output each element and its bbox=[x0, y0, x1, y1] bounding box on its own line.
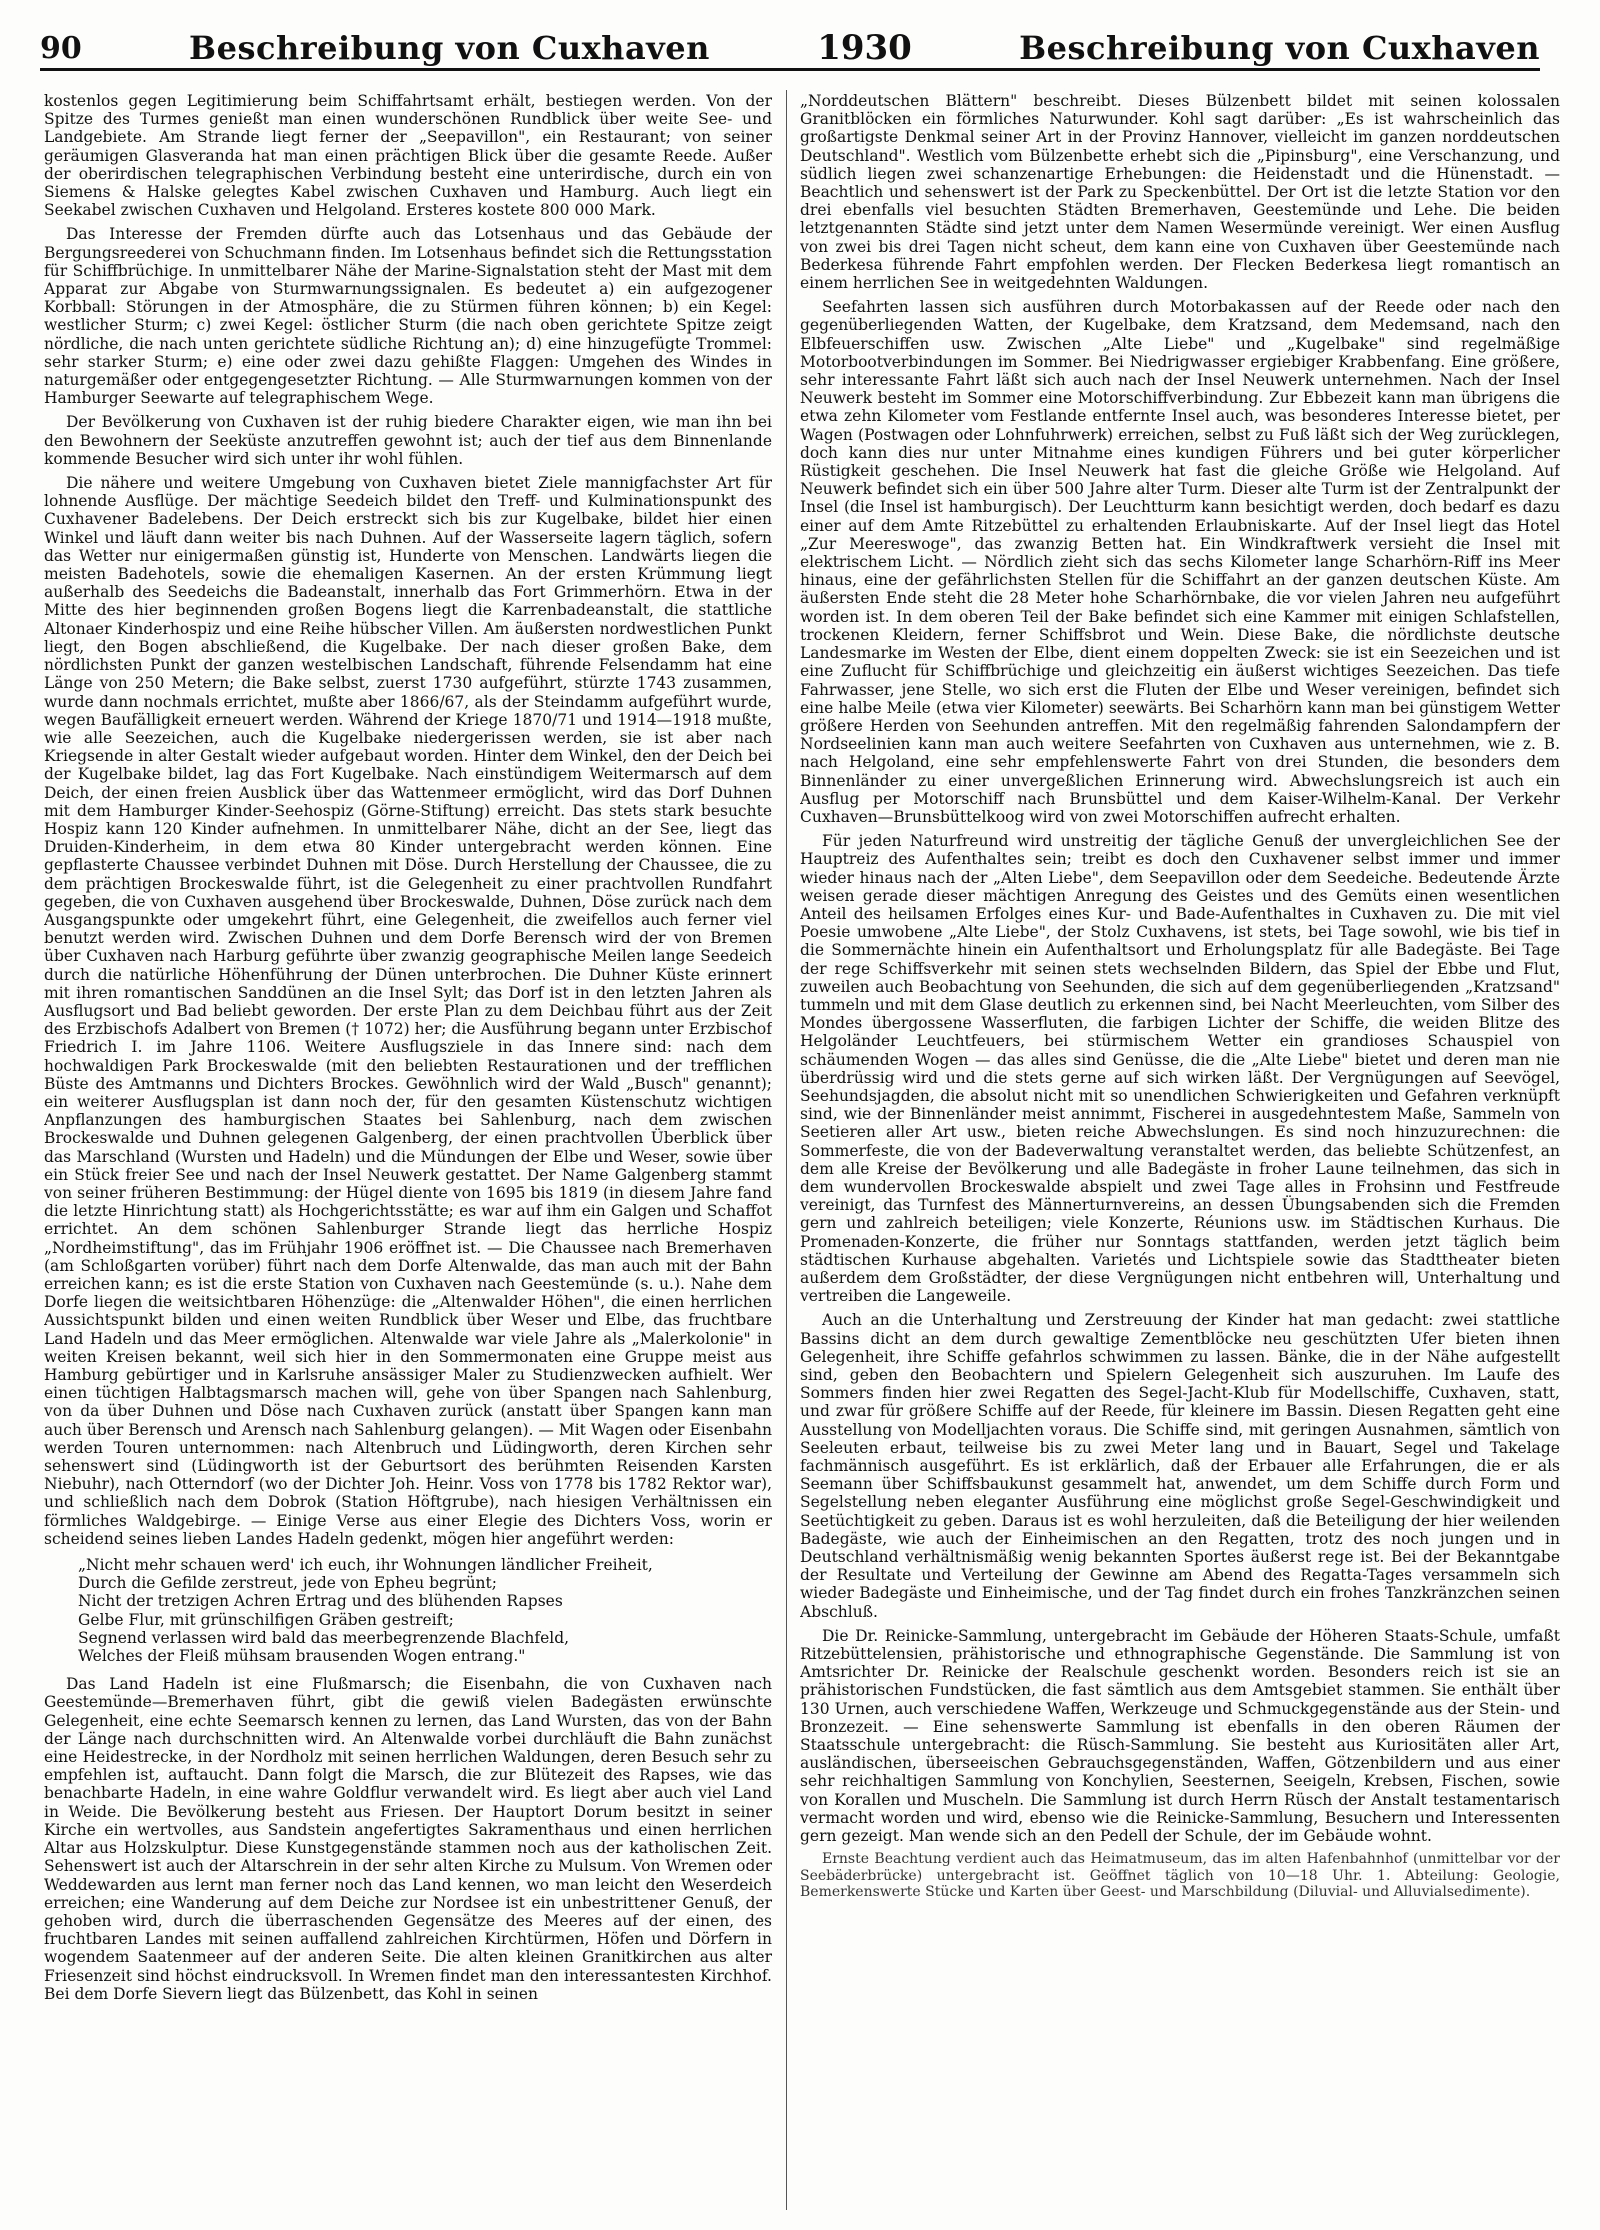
paragraph: Das Interesse der Fremden dürfte auch das Lotsenhaus und das Gebäude der Bergungsreederei von Schuchmann finden. Im Lotsenhaus befindet sich die Rettungsstation für Schiffbrüchige. In unmittelbarer Nähe der Marine-Signalstation steht der Mast mit dem Apparat zur Abgabe von Sturmwarnungssignalen. Es bedeutet a) ein aufgezogener Korbball: Störungen in der Atmosphäre, die zu Stürmen führen können; b) ein Kegel: westlicher Sturm; c) zwei Kegel: östlicher Sturm (die nach oben gerichtete Spitze zeigt nördliche, die nach unten gerichtete südliche Richtung an); d) eine hinzugefügte Trommel: sehr starker Sturm; e) eine oder zwei dazu gehißte Flaggen: Umgehen des Windes in naturgemäßer oder entgegengesetzter Richtung. — Alle Sturmwarnungen kommen von der Hamburger Seewarte auf telegraphischem Wege. bbox=[44, 225, 772, 408]
right-column bbox=[800, 92, 1560, 2210]
poem-line: Nicht der tretzigen Achren Ertrag und des blühenden Rapses bbox=[78, 1592, 563, 1611]
paragraph: Seefahrten lassen sich ausführen durch Motorbakassen auf der Reede oder nach den gegenüberliegenden Watten, der Kugelbake, dem Kratzsand, dem Medemsand, nach den Elbfeuerschiffen usw. Zwischen „Alte Liebe" und „Kugelbake" sind regelmäßige Motorbootverbindungen im Sommer. Bei Niedrigwasser ergiebiger Krabbenfang. Eine größere, sehr interessante Fahrt läßt sich auch nach der Insel Neuwerk unternehmen. Nach der Insel Neuwerk besteht im Sommer eine Motorschiffverbindung. Zur Ebbezeit kann man übrigens die etwa zehn Kilometer vom Festlande entfernte Insel auch, was besonderes Interesse bietet, per Wagen (Postwagen oder Lohnfuhrwerk) erreichen, selbst zu Fuß läßt sich der Weg zurücklegen, doch kann dies nur unter Mitnahme eines kundigen Führers und bei guter körperlicher Rüstigkeit geschehen. Die Insel Neuwerk hat fast die gleiche Größe wie Helgoland. Auf Neuwerk befindet sich ein über 500 Jahre alter Turm. Dieser alte Turm ist der Zentralpunkt der Insel (die Insel ist hamburgisch). Der Leuchtturm kann besichtigt werden, doch bedarf es dazu einer auf dem Amte Ritzebüttel zu erhaltenden Erlaubniskarte. Auf der Insel liegt das Hotel „Zur Meereswoge", das zwanzig Betten hat. Ein Windkraftwerk versieht die Insel mit elektrischem Licht. — Nördlich zieht sich das sechs Kilometer lange Scharhörn-Riff ins Meer hinaus, eine der gefährlichsten Stellen für die Schiffahrt an der ganzen deutschen Küste. Am äußersten Ende steht die 28 Meter hohe Scharhörnbake, die vor vielen Jahren neu aufgeführt worden ist. In dem oberen Teil der Bake befindet sich eine Kammer mit einigen Schlafstellen, trockenen Kleidern, ferner Schiffsbrot und Wein. Diese Bake, die nördlichste deutsche Landesmarke im Westen der Elbe, dient einem doppelten Zweck: sie ist ein Seezeichen und ist eine Zuflucht für Schiffbrüchige und gleichzeitig ein äußerst wichtiges Seezeichen. Das tiefe Fahrwasser, jene Stelle, wo sich erst die Fluten der Elbe und Weser vereinigen, befindet sich eine halbe Meile (etwa vier Kilometer) seewärts. Bei Scharhörn kann man bei günstigem Wetter größere Herden von Seehunden antreffen. Mit den regelmäßig fahrenden Salondampfern der Nordseelinien kann man auch weitere Seefahrten von Cuxhaven aus unternehmen, wie z. B. nach Helgoland, eine sehr empfehlenswerte Fahrt von drei Stunden, die besonders dem Binnenländer zu einer unvergeßlichen Erinnerung wird. Abwechslungsreich ist auch ein Ausflug per Motorschiff nach Brunsbüttel und dem Kaiser-Wilhelm-Kanal. Der Verkehr Cuxhaven—Brunsbüttelkoog wird von zwei Motorschiffen aufrecht erhalten. bbox=[800, 298, 1560, 826]
paragraph: Die Dr. Reinicke-Sammlung, untergebracht im Gebäude der Höheren Staats-Schule, umfaßt Ritzebüttelensien, prähistorische und ethnographische Gegenstände. Die Sammlung ist von Amtsrichter Dr. Reinicke der Realschule geschenkt worden. Besonders reich ist sie an prähistorischen Fundstücken, die fast sämtlich aus dem Amtsgebiet stammen. Sie enthält über 130 Urnen, auch verschiedene Waffen, Werkzeuge und Schmuckgegenstände aus der Stein- und Bronzezeit. — Eine sehenswerte Sammlung ist ebenfalls in den oberen Räumen der Staatsschule untergebracht: die Rüsch-Sammlung. Sie besteht aus Kuriositäten aller Art, ausländischen, überseeischen Gebrauchsgegenständen, Waffen, Götzenbildern und aus einer sehr reichhaltigen Sammlung von Konchylien, Seesternen, Seeigeln, Krebsen, Fischen, sowie von Korallen und Muscheln. Die Sammlung ist durch Herrn Rüsch der Anstalt testamentarisch vermacht worden und wird, ebenso wie die Reinicke-Sammlung, Besuchern und Interessenten gern gezeigt. Man wende sich an den Pedell der Schule, der im Gebäude wohnt. bbox=[800, 1626, 1560, 1846]
poem-line: Welches der Fleiß mühsam brausenden Wogen entrang." bbox=[78, 1647, 526, 1666]
page-header bbox=[40, 28, 1540, 71]
poem-line: „Nicht mehr schauen werd' ich euch, ihr Wohnungen ländlicher Freiheit, bbox=[78, 1556, 653, 1575]
column-divider bbox=[786, 90, 787, 2210]
poem-line: Gelbe Flur, mit grünschilfigen Gräben gestreift; bbox=[78, 1610, 454, 1629]
page-number: 90 bbox=[40, 30, 82, 66]
header-year: 1930 bbox=[817, 28, 912, 68]
left-column bbox=[44, 92, 772, 2210]
paragraph: Ernste Beachtung verdient auch das Heimatmuseum, das im alten Hafenbahnhof (unmittelbar vor der Seebäderbrücke) untergebracht ist. Geöffnet täglich von 10—18 Uhr. 1. Abteilung: Geologie, Bemerkenswerte Stücke und Karten über Geest- und Marschbildung (Diluvial- und Alluvialsedimente). bbox=[800, 1851, 1560, 1901]
header-title-left: Beschreibung von Cuxhaven bbox=[189, 29, 710, 67]
poem bbox=[78, 1556, 772, 1665]
paragraph: kostenlos gegen Legitimierung beim Schiffahrtsamt erhält, bestiegen werden. Von der Spitze des Turmes genießt man einen wunderschönen Rundblick über weite See- und Landgebiete. Am Strande liegt ferner der „Seepavillon", ein Restaurant; von seiner geräumigen Glasveranda hat man einen prächtigen Blick über die gesamte Reede. Außer der oberirdischen telegraphischen Verbindung besteht eine unterirdische, durch ein von Siemens & Halske gelegtes Kabel zwischen Cuxhaven und Hamburg. Auch liegt ein Seekabel zwischen Cuxhaven und Helgoland. Ersteres kostete 800 000 Mark. bbox=[44, 92, 772, 220]
paragraph: Für jeden Naturfreund wird unstreitig der tägliche Genuß der unvergleichlichen See der Hauptreiz des Aufenthaltes sein; treibt es doch den Cuxhavener selbst immer und immer wieder hinaus nach der „Alten Liebe", dem Seepavillon oder dem Seedeiche. Bedeutende Ärzte weisen gerade dieser mächtigen Anregung des Geistes und des Gemüts einen wesentlichen Anteil des heilsamen Erfolges eines Kur- und Bade-Aufenthaltes in Cuxhaven zu. Die mit viel Poesie umwobene „Alte Liebe", der Stolz Cuxhavens, ist stets, bei Tage sowohl, wie bis tief in die Sommernächte hinein ein Aufenthaltsort und Erholungsplatz für alle Badegäste. Bei Tage der rege Schiffsverkehr mit seinen stets wechselnden Bildern, das Spiel der Ebbe und Flut, zuweilen auch Beobachtung von Seehunden, die sich auf dem gegenüberliegenden „Kratzsand" tummeln und mit dem Glase deutlich zu erkennen sind, bei Nacht Meerleuchten, vom Silber des Mondes übergossene Wasserfluten, die farbigen Lichter der Schiffe, die weiden Blitze des Helgoländer Leuchtfeuers, bei stürmischem Wetter ein grandioses Schauspiel von schäumenden Wogen — das alles sind Genüsse, die die „Alte Liebe" bietet und deren man nie überdrüssig wird und die stets gerne auf sich wirken läßt. Der Vergnügungen auf Seevögel, Seehundsjagden, die absolut nicht mit so unendlichen Schwierigkeiten und Gefahren verknüpft sind, wie der Binnenländer meist annimmt, Fischerei in ausgedehntestem Maße, Sammeln von Seetieren aller Art usw., bieten reiche Abwechslungen. Es sind noch hinzuzurechnen: die Sommerfeste, die von der Badeverwaltung veranstaltet werden, das beliebte Schützenfest, an dem alle Kreise der Bevölkerung und alle Badegäste in froher Laune teilnehmen, das sich in dem wundervollen Brockeswalde abspielt und zwei Tage alles in Frohsinn und Festfreude vereinigt, das Turnfest des Männerturnvereins, an dessen Übungsabenden sich die Fremden gern und zahlreich beteiligen; viele Konzerte, Réunions usw. im Städtischen Kurhaus. Die Promenaden-Konzerte, die früher nur Sonntags stattfanden, werden jetzt täglich beim städtischen Kurhause abgehalten. Varietés und Lichtspiele sowie das Stadttheater bieten außerdem dem Großstädter, der diese Vergnügungen nicht entbehren will, Unterhaltung und vertreiben die Langeweile. bbox=[800, 832, 1560, 1306]
paragraph: Die nähere und weitere Umgebung von Cuxhaven bietet Ziele mannigfachster Art für lohnende Ausflüge. Der mächtige Seedeich bildet den Treff- und Kulminationspunkt des Cuxhavener Badelebens. Der Deich erstreckt sich bis zur Kugelbake, bildet hier einen Winkel und läuft dann weiter bis nach Duhnen. Auf der Wasserseite lagern täglich, sofern das Wetter nur einigermaßen günstig ist, Hunderte von Menschen. Landwärts liegen die meisten Badehotels, sowie die ehemaligen Kasernen. An der ersten Krümmung liegt außerhalb des Seedeichs die Badeanstalt, innerhalb das Fort Grimmerhörn. Etwa in der Mitte des hier beginnenden großen Bogens liegt die Karrenbadeanstalt, die stattliche Altonaer Kinderhospiz und eine Reihe hübscher Villen. Am äußersten nordwestlichen Punkt liegt, den Bogen abschließend, die Kugelbake. Der nach dieser großen Bake, dem nördlichsten Punkt der ganzen westelbischen Landschaft, führende Felsendamm hat eine Länge von 250 Metern; die Bake selbst, zuerst 1730 aufgeführt, stürzte 1743 zusammen, wurde dann nochmals errichtet, mußte aber 1866/67, als der Steindamm aufgeführt wurde, wegen Baufälligkeit erneuert werden. Während der Kriege 1870/71 und 1914—1918 mußte, wie alle Seezeichen, auch die Kugelbake niedergerissen werden, sie ist aber nach Kriegsende in alter Gestalt wieder aufgebaut worden. Hinter dem Winkel, den der Deich bei der Kugelbake bildet, lag das Fort Kugelbake. Nach einstündigem Weitermarsch auf dem Deich, der einen freien Ausblick über das Wattenmeer ermöglicht, wird das Dorf Duhnen mit dem Hamburger Kinder-Seehospiz (Görne-Stiftung) erreicht. Das stets stark besuchte Hospiz kann 120 Kinder aufnehmen. In unmittelbarer Nähe, dicht an der See, liegt das Druiden-Kinderheim, in dem etwa 80 Kinder untergebracht werden können. Eine gepflasterte Chaussee verbindet Duhnen mit Döse. Durch Herstellung der Chaussee, die zu dem prächtigen Brockeswalde führt, ist die Gelegenheit zu einer prachtvollen Rundfahrt gegeben, die von Cuxhaven ausgehend über Brockeswalde, Duhnen, Döse zurück nach dem Ausgangspunkte oder umgekehrt führt, eine Gelegenheit, die zweifellos auch ferner viel benutzt werden wird. Zwischen Duhnen und dem Dorfe Berensch wird der von Bremen über Cuxhaven nach Harburg geführte über zwanzig geographische Meilen lange Seedeich durch die natürliche Höhenführung der Dünen unterbrochen. Die Duhner Küste erinnert mit ihren romantischen Sanddünen an die Insel Sylt; das Dorf ist in den letzten Jahren als Ausflugsort und Bad beliebt geworden. Der erste Plan zu dem Deichbau führt aus der Zeit des Erzbischofs Adalbert von Bremen († 1072) her; die Ausführung begann unter Erzbischof Friedrich I. im Jahre 1106. Weitere Ausflugsziele in das Innere sind: nach dem hochwaldigen Park Brockeswalde (mit den beliebten Restaurationen und der trefflichen Büste des Amtmanns und Dichters Brockes. Gewöhnlich wird der Wald „Busch" genannt); ein weiterer Ausflugsplan ist dann noch der, für den gesamten Küstenschutz wichtigen Anpflanzungen des hamburgischen Staates bei Sahlenburg, nach dem zwischen Brockeswalde und Duhnen gelegenen Galgenberg, der einen prachtvollen Überblick über das Marschland (Wursten und Hadeln) und die Mündungen der Elbe und Weser, sowie über ein Stück freier See und nach der Insel Neuwerk gestattet. Der Name Galgenberg stammt von seiner früheren Bestimmung: der Hügel diente von 1695 bis 1819 (in diesem Jahre fand die letzte Hinrichtung statt) als Hochgerichtsstätte; es war auf ihm ein Galgen und Schaffot errichtet. An dem schönen Sahlenburger Strande liegt das herrliche Hospiz „Nordheimstiftung", das im Frühjahr 1906 eröffnet ist. — Die Chaussee nach Bremerhaven (am Schloßgarten vorüber) führt nach dem Dorfe Altenwalde, das man auch mit der Bahn erreichen kann; es ist die erste Station von Cuxhaven nach Geestemünde (s. u.). Nahe dem Dorfe liegen die weitsichtbaren Höhenzüge: die „Altenwalder Höhen", die einen herrlichen Aussichtspunkt bilden und einen weiten Rundblick über Weser und Elbe, das fruchtbare Land Hadeln und das Meer ermöglichen. Altenwalde war viele Jahre als „Malerkolonie" in weiten Kreisen bekannt, weil sich hier in den Sommermonaten eine Gruppe meist aus Hamburg gebürtiger und in Karlsruhe ansässiger Maler zu Studienzwecken aufhielt. Wer einen tüchtigen Halbtagsmarsch machen will, gehe von über Spangen nach Sahlenburg, von da über Duhnen und Döse nach Cuxhaven zurück (anstatt über Spangen kann man auch über Berensch und Arensch nach Sahlenburg gelangen). — Mit Wagen oder Eisenbahn werden Touren unternommen: nach Altenbruch und Lüdingworth, deren Kirchen sehr sehenswert sind (Lüdingworth ist der Geburtsort des berühmten Reisenden Karsten Niebuhr), nach Otterndorf (wo der Dichter Joh. Heinr. Voss von 1778 bis 1782 Rektor war), und schließlich nach dem Dobrok (Station Höftgrube), nach hiesigen Verhältnissen ein förmliches Waldgebirge. — Einige Verse aus einer Elegie des Dichters Voss, worin er scheidend seines lieben Landes Hadeln gedenkt, mögen hier angeführt werden: bbox=[44, 474, 772, 1548]
paragraph: Das Land Hadeln ist eine Flußmarsch; die Eisenbahn, die von Cuxhaven nach Geestemünde—Bremerhaven führt, gibt die gewiß vielen Badegästen erwünschte Gelegenheit, eine echte Seemarsch kennen zu lernen, das Land Wursten, das von der Bahn der Länge nach durchschnitten wird. An Altenwalde vorbei durchläuft die Bahn zunächst eine Heidestrecke, in der Nordholz mit seinen herrlichen Waldungen, deren Besuch sehr zu empfehlen ist, auftaucht. Dann folgt die Marsch, die zur Blütezeit des Rapses, wie das benachbarte Hadeln, in eine wahre Goldflur verwandelt wird. Es liegt aber auch viel Land in Weide. Die Bevölkerung besteht aus Friesen. Der Hauptort Dorum besitzt in seiner Kirche ein wertvolles, aus Sandstein angefertigtes Sakramenthaus und einen herrlichen Altar aus Holzskulptur. Diese Kunstgegenstände stammen noch aus der katholischen Zeit. Sehenswert ist auch der Altarschrein in der sehr alten Kirche zu Mulsum. Von Wremen oder Weddewarden aus lernt man ferner noch das Land kennen, wo man leicht den Weserdeich erreichen; eine Wanderung auf dem Deiche zur Nordsee ist ein unbestrittener Genuß, der gehoben wird, durch die überraschenden Gegensätze des Meeres auf der einen, des fruchtbaren Landes mit seinen auffallend zahlreichen Kirchtürmen, Höfen und Dörfern in wogendem Saatenmeer auf der anderen Seite. Die alten kleinen Granitkirchen aus alter Friesenzeit sind höchst eindrucksvoll. In Wremen findet man den interessantesten Kirchhof. Bei dem Dorfe Sievern liegt das Bülzenbett, das Kohl in seinen bbox=[44, 1675, 772, 2003]
paragraph: Auch an die Unterhaltung und Zerstreuung der Kinder hat man gedacht: zwei stattliche Bassins dicht an dem durch gewaltige Zementblöcke neu geschützten Ufer bieten ihnen Gelegenheit, ihre Schiffe gefahrlos schwimmen zu lassen. Bänke, die in der Nähe aufgestellt sind, geben den Beobachtern und Spielern Gelegenheit sich auszuruhen. Im Laufe des Sommers finden hier zwei Regatten des Segel-Jacht-Klub für Modellschiffe, Cuxhaven, statt, und zwar für größere Schiffe auf der Reede, für kleinere im Bassin. Diesen Regatten geht eine Ausstellung von Modelljachten voraus. Die Schiffe sind, mit geringen Ausnahmen, sämtlich von Seeleuten erbaut, teilweise bis zu zwei Meter lang und in Bauart, Segel und Takelage fachmännisch ausgeführt. Es ist erklärlich, daß der Erbauer alle Erfahrungen, die er als Seemann über Schiffsbaukunst gesammelt hat, anwendet, um dem Schiffe durch Form und Segelstellung neben eleganter Ausführung eine möglichst große Segel-Geschwindigkeit und Seetüchtigkeit zu geben. Daraus ist es wohl herzuleiten, daß die Beteiligung der hier weilenden Badegäste, wie auch der Einheimischen an den Regatten, trotz des noch jungen und in Deutschland verhältnismäßig wenig bekannten Sportes äußerst rege ist. Bei der Bekanntgabe der Resultate und Verteilung der Gewinne am Abend des Regatta-Tages versammeln sich wieder Badegäste und Einheimische, und der Tag findet durch ein frohes Tanzkränzchen seinen Abschluß. bbox=[800, 1311, 1560, 1621]
header-title-right: Beschreibung von Cuxhaven bbox=[1019, 29, 1540, 67]
paragraph: „Norddeutschen Blättern" beschreibt. Dieses Bülzenbett bildet mit seinen kolossalen Granitblöcken ein förmliches Naturwunder. Kohl sagt darüber: „Es ist wahrscheinlich das großartigste Denkmal seiner Art in der Provinz Hannover, vielleicht im ganzen norddeutschen Deutschland". Westlich vom Bülzenbette erhebt sich die „Pipinsburg", eine Verschanzung, und südlich liegen zwei schanzenartige Erhebungen: die Heidenstadt und die Hünenstadt. — Beachtlich und sehenswert ist der Park zu Speckenbüttel. Der Ort ist die letzte Station vor den drei ebenfalls viel besuchten Städten Bremerhaven, Geestemünde und Lehe. Die beiden letztgenannten Städte sind jetzt unter dem Namen Wesermünde vereinigt. Wer einen Ausflug von zwei bis drei Tagen nicht scheut, dem kann eine von Cuxhaven über Geestemünde nach Bederkesa führende Fahrt empfohlen werden. Der Flecken Bederkesa liegt romantisch an einem herrlichen See in weitgedehnten Waldungen. bbox=[800, 92, 1560, 293]
poem-line: Durch die Gefilde zerstreut, jede von Epheu begrünt; bbox=[78, 1574, 497, 1593]
poem-line: Segnend verlassen wird bald das meerbegrenzende Blachfeld, bbox=[78, 1628, 570, 1647]
paragraph: Der Bevölkerung von Cuxhaven ist der ruhig biedere Charakter eigen, wie man ihn bei den Bewohnern der Seeküste anzutreffen gewohnt ist; auch der tief aus dem Binnenlande kommende Besucher wird sich unter ihr wohl fühlen. bbox=[44, 413, 772, 468]
